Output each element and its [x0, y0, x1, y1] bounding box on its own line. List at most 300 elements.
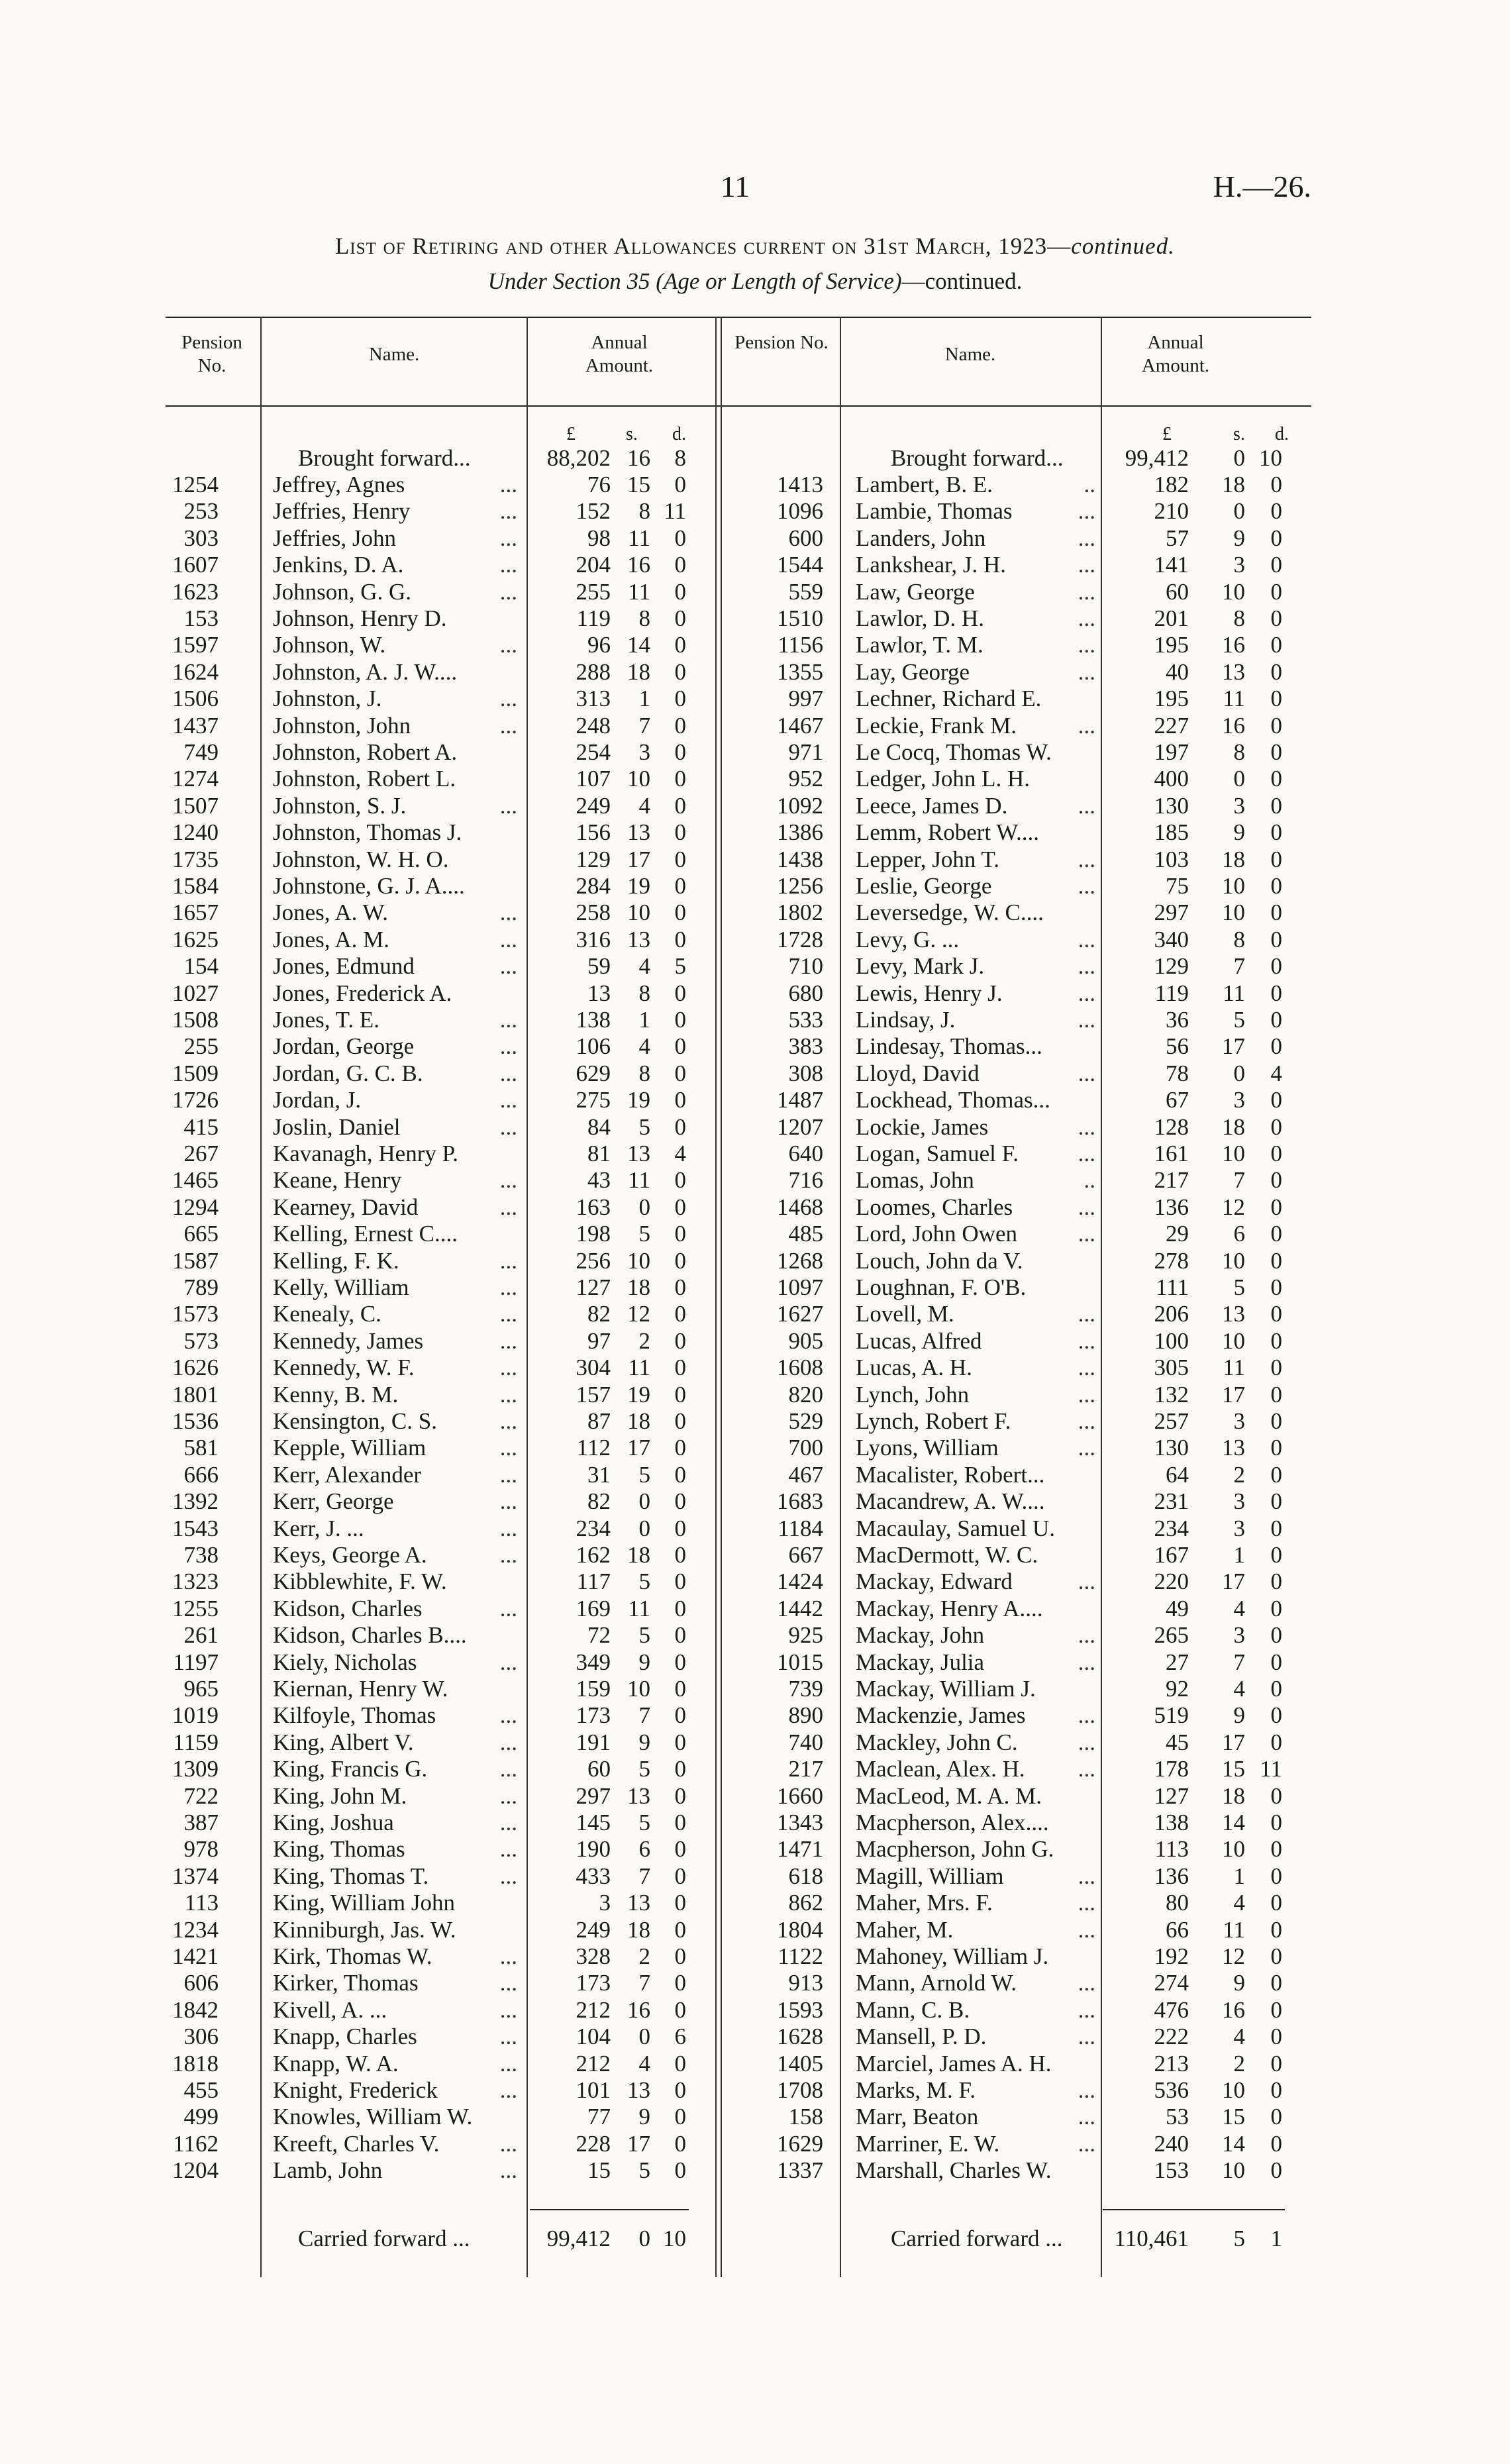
name-text: King, Joshua: [273, 1810, 394, 1835]
pensioner-name: [856, 1462, 1099, 1488]
name-text: Mackenzie, James: [856, 1702, 1026, 1729]
name-text: Johnson, Henry D.: [273, 605, 447, 631]
amount-pence: 0: [674, 1916, 686, 1943]
amount-pence: 0: [1270, 1033, 1282, 1060]
amount-pence: 0: [1270, 1247, 1282, 1274]
amount-pence: 0: [674, 819, 686, 846]
name-text: Jordan, George: [273, 1033, 415, 1060]
pension-number: 261: [183, 1622, 219, 1649]
table-row: [0, 686, 1510, 712]
amount-pence: 0: [1270, 712, 1282, 739]
leader-dots: ...: [1078, 953, 1095, 980]
pension-number: 1471: [777, 1836, 823, 1863]
amount-pence: 0: [1270, 1007, 1282, 1033]
amount-pounds: 104: [576, 2024, 611, 2050]
name-text: Kivell, A. ...: [273, 1996, 387, 2023]
pension-number: 1097: [777, 1274, 823, 1300]
name-text: Kenealy, C.: [273, 1301, 381, 1327]
table-row: [0, 1221, 1510, 1247]
amount-pounds: 213: [1154, 2050, 1189, 2077]
amount-pence: 0: [1270, 899, 1282, 926]
pension-number: 1343: [777, 1810, 823, 1835]
pension-number: 789: [183, 1274, 219, 1300]
amount-pence: 0: [1270, 1649, 1282, 1675]
amount-pounds: 192: [1154, 1943, 1189, 1969]
carried-forward-label: Carried forward ...: [891, 2226, 1063, 2251]
amount-shillings: 3: [1233, 1622, 1245, 1649]
leader-dots: ...: [1078, 792, 1095, 819]
pension-number: 1437: [172, 712, 219, 739]
amount-pence: 0: [674, 2130, 686, 2157]
pension-number: 1573: [172, 1301, 219, 1327]
pension-number: 455: [183, 2077, 219, 2103]
name-text: Leece, James D.: [856, 792, 1008, 819]
leader-dots: ...: [1078, 1622, 1095, 1649]
amount-pence: 0: [674, 1943, 686, 1969]
amount-pounds: 97: [587, 1327, 611, 1354]
leader-dots: ...: [499, 552, 517, 578]
name-text: Lambie, Thomas: [856, 498, 1013, 525]
unit-pence-right: d.: [1275, 424, 1289, 444]
amount-pounds: 297: [1154, 899, 1189, 926]
pensioner-name: [856, 1863, 1099, 1890]
amount-shillings: 3: [1233, 792, 1245, 819]
amount-shillings: 18: [1222, 846, 1245, 872]
leader-dots: ...: [499, 792, 517, 819]
leader-dots: ...: [1078, 552, 1095, 578]
leader-dots: ...: [499, 1327, 517, 1354]
pension-number: 1309: [172, 1756, 219, 1782]
amount-pounds: 111: [1156, 1274, 1189, 1300]
pension-number: 820: [788, 1381, 823, 1408]
pension-number: 1204: [172, 2157, 219, 2184]
pensioner-name: [856, 1890, 1099, 1916]
amount-pence: 0: [674, 472, 686, 497]
amount-pounds: 328: [576, 1943, 611, 1969]
amount-shillings: 13: [1222, 1301, 1245, 1327]
amount-pence: 0: [1270, 498, 1282, 525]
amount-pounds: 629: [576, 1060, 611, 1086]
pension-number: 1818: [172, 2050, 219, 2077]
leader-dots: ...: [1078, 2024, 1095, 2050]
amount-pence: 0: [1270, 2157, 1282, 2184]
pension-number: 1413: [777, 472, 823, 497]
amount-pence: 0: [674, 1221, 686, 1247]
amount-pence: 0: [1270, 1916, 1282, 1943]
pension-number: 1608: [777, 1355, 823, 1381]
amount-pence: 0: [674, 2104, 686, 2130]
amount-shillings: 2: [1233, 2050, 1245, 2077]
table-row: [0, 1167, 1510, 1194]
amount-pence: 0: [674, 1542, 686, 1568]
pension-number: 1027: [172, 980, 219, 1006]
amount-pence: 0: [674, 1007, 686, 1033]
name-text: Knight, Frederick: [273, 2077, 438, 2103]
leader-dots: ...: [499, 1355, 517, 1381]
table-header-rule: [166, 405, 1311, 407]
pensioner-name: [856, 1301, 1099, 1327]
table-row: [0, 605, 1510, 632]
subtitle-italic: Under Section 35 (Age or Length of Service): [487, 268, 902, 294]
table-row: [0, 1033, 1510, 1060]
name-text: Kirker, Thomas: [273, 1970, 419, 1996]
amount-shillings: 16: [627, 1996, 650, 2023]
amount-pence: 0: [674, 1247, 686, 1274]
amount-shillings: 13: [1222, 1435, 1245, 1461]
leader-dots: ...: [499, 1756, 517, 1782]
amount-shillings: 3: [1233, 1488, 1245, 1515]
amount-shillings: 11: [628, 525, 650, 551]
name-text: Johnson, G. G.: [273, 578, 412, 605]
amount-shillings: 10: [1222, 1247, 1245, 1274]
pensioner-name: [856, 847, 1099, 873]
pensioner-name: [856, 2051, 1099, 2077]
table-row: [0, 472, 1510, 498]
pension-number: 1323: [172, 1568, 219, 1595]
amount-shillings: 14: [1222, 2130, 1245, 2157]
pension-number: 905: [788, 1327, 823, 1354]
amount-shillings: 14: [1222, 1810, 1245, 1835]
name-text: King, John M.: [273, 1782, 407, 1809]
table-row: [0, 1863, 1510, 1890]
pension-number: 925: [788, 1622, 823, 1649]
amount-pounds: 80: [1166, 1890, 1189, 1916]
amount-shillings: 17: [1222, 1381, 1245, 1408]
pension-number: 1728: [777, 926, 823, 952]
pension-number: 308: [788, 1060, 823, 1086]
name-text: Levy, Mark J.: [856, 953, 985, 980]
name-text: Kepple, William: [273, 1435, 427, 1461]
name-text: King, Thomas: [273, 1836, 405, 1863]
amount-pence: 0: [674, 846, 686, 872]
amount-pence: 5: [674, 953, 686, 980]
amount-pence: 11: [1260, 1756, 1282, 1782]
brought-forward-shillings: 0: [1233, 445, 1245, 471]
amount-pounds: 152: [576, 498, 611, 525]
pensioner-name: [856, 579, 1099, 605]
table-row: [0, 793, 1510, 819]
amount-pounds: 31: [587, 1461, 611, 1488]
amount-pence: 0: [674, 926, 686, 952]
amount-pence: 0: [674, 899, 686, 926]
amount-pence: 0: [674, 1890, 686, 1916]
amount-shillings: 18: [1222, 472, 1245, 497]
pension-number: 1660: [777, 1782, 823, 1809]
name-text: Knapp, W. A.: [273, 2050, 399, 2077]
amount-pounds: 340: [1154, 926, 1189, 952]
amount-pence: 0: [674, 1729, 686, 1755]
pension-number: 1508: [172, 1007, 219, 1033]
leader-dots: ...: [499, 1007, 517, 1033]
name-text: MacDermott, W. C.: [856, 1542, 1038, 1568]
pensioner-name: [856, 1382, 1099, 1408]
amount-pounds: 98: [587, 525, 611, 551]
amount-pence: 0: [674, 1702, 686, 1729]
carried-forward-pence: 1: [1270, 2226, 1282, 2251]
name-text: Kidson, Charles B....: [273, 1622, 467, 1649]
amount-pence: 0: [674, 1595, 686, 1621]
pension-number: 1015: [777, 1649, 823, 1675]
title-main: List of Retiring and other Allowances current on 31st March, 1923—: [335, 233, 1072, 259]
amount-pence: 0: [674, 1676, 686, 1702]
pension-number: 387: [183, 1810, 219, 1835]
amount-pence: 0: [1270, 1863, 1282, 1889]
amount-pence: 0: [674, 712, 686, 739]
pension-number: 1197: [173, 1649, 219, 1675]
name-text: Kinniburgh, Jas. W.: [273, 1916, 456, 1943]
amount-shillings: 10: [627, 1676, 650, 1702]
leader-dots: ...: [499, 1649, 517, 1675]
amount-pence: 0: [1270, 525, 1282, 551]
name-text: Kilfoyle, Thomas: [273, 1702, 436, 1729]
amount-pence: 0: [1270, 2050, 1282, 2077]
amount-pounds: 132: [1154, 1381, 1189, 1408]
amount-pounds: 220: [1154, 1568, 1189, 1595]
table-row: [0, 1596, 1510, 1622]
table-row: [0, 1568, 1510, 1595]
unit-shillings-left: s.: [626, 424, 638, 444]
amount-pounds: 119: [576, 605, 611, 631]
amount-pence: 0: [674, 1649, 686, 1675]
amount-pence: 0: [1270, 2077, 1282, 2103]
pensioner-name: [856, 659, 1099, 686]
table-row: [0, 819, 1510, 846]
name-text: Jeffries, John: [273, 525, 396, 551]
amount-pence: 0: [674, 2050, 686, 2077]
amount-pounds: 127: [576, 1274, 611, 1300]
pension-number: 533: [788, 1007, 823, 1033]
name-text: Lay, George: [856, 658, 970, 685]
name-text: King, William John: [273, 1890, 456, 1916]
amount-pence: 0: [674, 1274, 686, 1300]
pension-number: 1386: [777, 819, 823, 846]
table-row: [0, 2024, 1510, 2050]
name-text: Jeffries, Henry: [273, 498, 411, 525]
pensioner-name: [856, 1408, 1099, 1435]
pension-number: 255: [183, 1033, 219, 1060]
leader-dots: ...: [1078, 1890, 1095, 1916]
leader-dots: ...: [1078, 2077, 1095, 2103]
amount-pounds: 173: [576, 1970, 611, 1996]
amount-shillings: 3: [1233, 1515, 1245, 1541]
pension-number: 1628: [777, 2024, 823, 2050]
amount-pence: 0: [1270, 953, 1282, 980]
name-text: Law, George: [856, 578, 975, 605]
amount-pence: 0: [674, 766, 686, 792]
name-text: Johnston, A. J. W....: [273, 658, 458, 685]
amount-shillings: 0: [1233, 498, 1245, 525]
leader-dots: ...: [1078, 498, 1095, 525]
header-pension-no-left: Pension No.: [181, 332, 242, 376]
leader-dots: ...: [499, 686, 517, 712]
amount-pounds: 169: [576, 1595, 611, 1621]
leader-dots: ...: [499, 1515, 517, 1541]
name-text: Keys, George A.: [273, 1542, 427, 1568]
amount-shillings: 9: [1233, 819, 1245, 846]
amount-shillings: 13: [627, 2077, 650, 2103]
pension-number: 1465: [172, 1167, 219, 1194]
table-row: [0, 873, 1510, 899]
leader-dots: ...: [499, 1167, 517, 1194]
pension-number: 1487: [777, 1087, 823, 1113]
name-text: MacLeod, M. A. M.: [856, 1782, 1042, 1809]
amount-shillings: 9: [638, 1649, 650, 1675]
pension-number: 267: [183, 1141, 219, 1166]
pension-number: 1657: [172, 899, 219, 926]
name-text: Ledger, John L. H.: [856, 766, 1030, 792]
pensioner-name: [856, 793, 1099, 819]
amount-pounds: 43: [587, 1167, 611, 1194]
amount-pounds: 127: [1154, 1782, 1189, 1809]
name-text: Lord, John Owen: [856, 1221, 1017, 1247]
leader-dots: ...: [1078, 1355, 1095, 1381]
name-text: Mansell, P. D.: [856, 2024, 987, 2050]
amount-pounds: 60: [587, 1756, 611, 1782]
amount-pounds: 210: [1154, 498, 1189, 525]
amount-pounds: 178: [1154, 1756, 1189, 1782]
pension-number: 862: [788, 1890, 823, 1916]
leader-dots: ...: [1078, 2130, 1095, 2157]
pensioner-name: [856, 1248, 1099, 1274]
table-row: [0, 766, 1510, 792]
amount-pence: 0: [1270, 578, 1282, 605]
name-text: Kerr, Alexander: [273, 1461, 422, 1488]
table-row: [0, 1836, 1510, 1863]
amount-pence: 0: [674, 578, 686, 605]
name-text: Levy, G. ...: [856, 926, 960, 952]
amount-shillings: 11: [628, 1167, 650, 1194]
pensioner-name: [856, 552, 1099, 578]
pension-number: 467: [788, 1461, 823, 1488]
amount-pounds: 49: [1166, 1595, 1189, 1621]
leader-dots: ...: [499, 899, 517, 926]
leader-dots: ..: [1083, 1167, 1095, 1194]
pension-number: 1607: [172, 552, 219, 578]
leader-dots: ...: [1078, 1194, 1095, 1220]
amount-shillings: 10: [1222, 2157, 1245, 2184]
leader-dots: ...: [499, 712, 517, 739]
carried-forward-label: Carried forward ...: [298, 2226, 470, 2251]
amount-pounds: 255: [576, 578, 611, 605]
table-row: [0, 1622, 1510, 1649]
name-text: Lindesay, Thomas...: [856, 1033, 1042, 1060]
pension-number: 499: [183, 2104, 219, 2130]
amount-pence: 0: [1270, 632, 1282, 658]
pensioner-name: [856, 899, 1099, 926]
pension-number: 1294: [172, 1194, 219, 1220]
amount-pounds: 162: [576, 1542, 611, 1568]
pension-number: 306: [183, 2024, 219, 2050]
name-text: Leslie, George: [856, 873, 992, 899]
leader-dots: ...: [499, 1435, 517, 1461]
amount-shillings: 4: [1233, 1595, 1245, 1621]
pension-number: 1623: [172, 578, 219, 605]
amount-pence: 0: [1270, 1595, 1282, 1621]
amount-shillings: 18: [627, 1408, 650, 1434]
amount-pounds: 198: [576, 1221, 611, 1247]
leader-dots: ...: [1078, 1327, 1095, 1354]
pensioner-name: [856, 498, 1099, 525]
name-text: Johnston, John: [273, 712, 411, 739]
amount-pounds: 15: [587, 2157, 611, 2184]
amount-pounds: 82: [587, 1301, 611, 1327]
leader-dots: ...: [1078, 846, 1095, 872]
pensioner-name: [856, 1943, 1099, 1970]
name-text: Logan, Samuel F.: [856, 1141, 1019, 1166]
pensioner-name: [856, 1141, 1099, 1167]
table-row: [0, 1649, 1510, 1676]
amount-pence: 0: [1270, 766, 1282, 792]
pension-number: 1424: [777, 1568, 823, 1595]
amount-shillings: 15: [1222, 1756, 1245, 1782]
name-text: Marks, M. F.: [856, 2077, 976, 2103]
leader-dots: ...: [1078, 873, 1095, 899]
leader-dots: ..: [1083, 472, 1095, 497]
pension-number: 1624: [172, 658, 219, 685]
amount-pounds: 217: [1154, 1167, 1189, 1194]
name-text: Kerr, George: [273, 1488, 394, 1515]
amount-pounds: 100: [1154, 1327, 1189, 1354]
pensioner-name: [856, 1729, 1099, 1756]
amount-pounds: 53: [1166, 2104, 1189, 2130]
page-title: [0, 233, 1510, 260]
amount-shillings: 9: [1233, 525, 1245, 551]
name-text: Jones, T. E.: [273, 1007, 380, 1033]
total-rule: [530, 2209, 689, 2210]
name-text: Johnson, W.: [273, 632, 386, 658]
table-row: [0, 1917, 1510, 1943]
amount-pounds: 103: [1154, 846, 1189, 872]
leader-dots: ...: [499, 2130, 517, 2157]
amount-pence: 0: [674, 1113, 686, 1140]
amount-pounds: 3: [599, 1890, 611, 1916]
amount-pounds: 204: [576, 552, 611, 578]
pensioner-name: [856, 686, 1099, 712]
pension-number: 1507: [172, 792, 219, 819]
name-text: Lockhead, Thomas...: [856, 1087, 1050, 1113]
amount-pence: 0: [674, 1488, 686, 1515]
pension-number: 1274: [172, 766, 219, 792]
leader-dots: ...: [1078, 1729, 1095, 1755]
leader-dots: ...: [1078, 980, 1095, 1006]
pensioner-name: [856, 739, 1099, 766]
table-row: [0, 552, 1510, 578]
amount-pounds: 278: [1154, 1247, 1189, 1274]
amount-shillings: 8: [638, 498, 650, 525]
amount-pence: 11: [664, 498, 686, 525]
amount-shillings: 3: [1233, 552, 1245, 578]
name-text: Kensington, C. S.: [273, 1408, 437, 1434]
name-text: Johnston, W. H. O.: [273, 846, 449, 872]
pensioner-name: [856, 1087, 1099, 1113]
pensioner-name: [856, 1756, 1099, 1782]
pensioner-name: [856, 2024, 1099, 2050]
pension-number: 1468: [777, 1194, 823, 1220]
amount-pence: 0: [674, 1756, 686, 1782]
pensioner-name: [856, 1676, 1099, 1702]
pension-number: 640: [788, 1141, 823, 1166]
table-row: [0, 2104, 1510, 2130]
amount-shillings: 9: [638, 2104, 650, 2130]
amount-pence: 0: [674, 873, 686, 899]
brought-forward-pence: 8: [674, 445, 686, 471]
amount-pounds: 231: [1154, 1488, 1189, 1515]
name-text: Loughnan, F. O'B.: [856, 1274, 1027, 1300]
amount-shillings: 15: [1222, 2104, 1245, 2130]
amount-pounds: 201: [1154, 605, 1189, 631]
amount-pounds: 240: [1154, 2130, 1189, 2157]
amount-pounds: 349: [576, 1649, 611, 1675]
